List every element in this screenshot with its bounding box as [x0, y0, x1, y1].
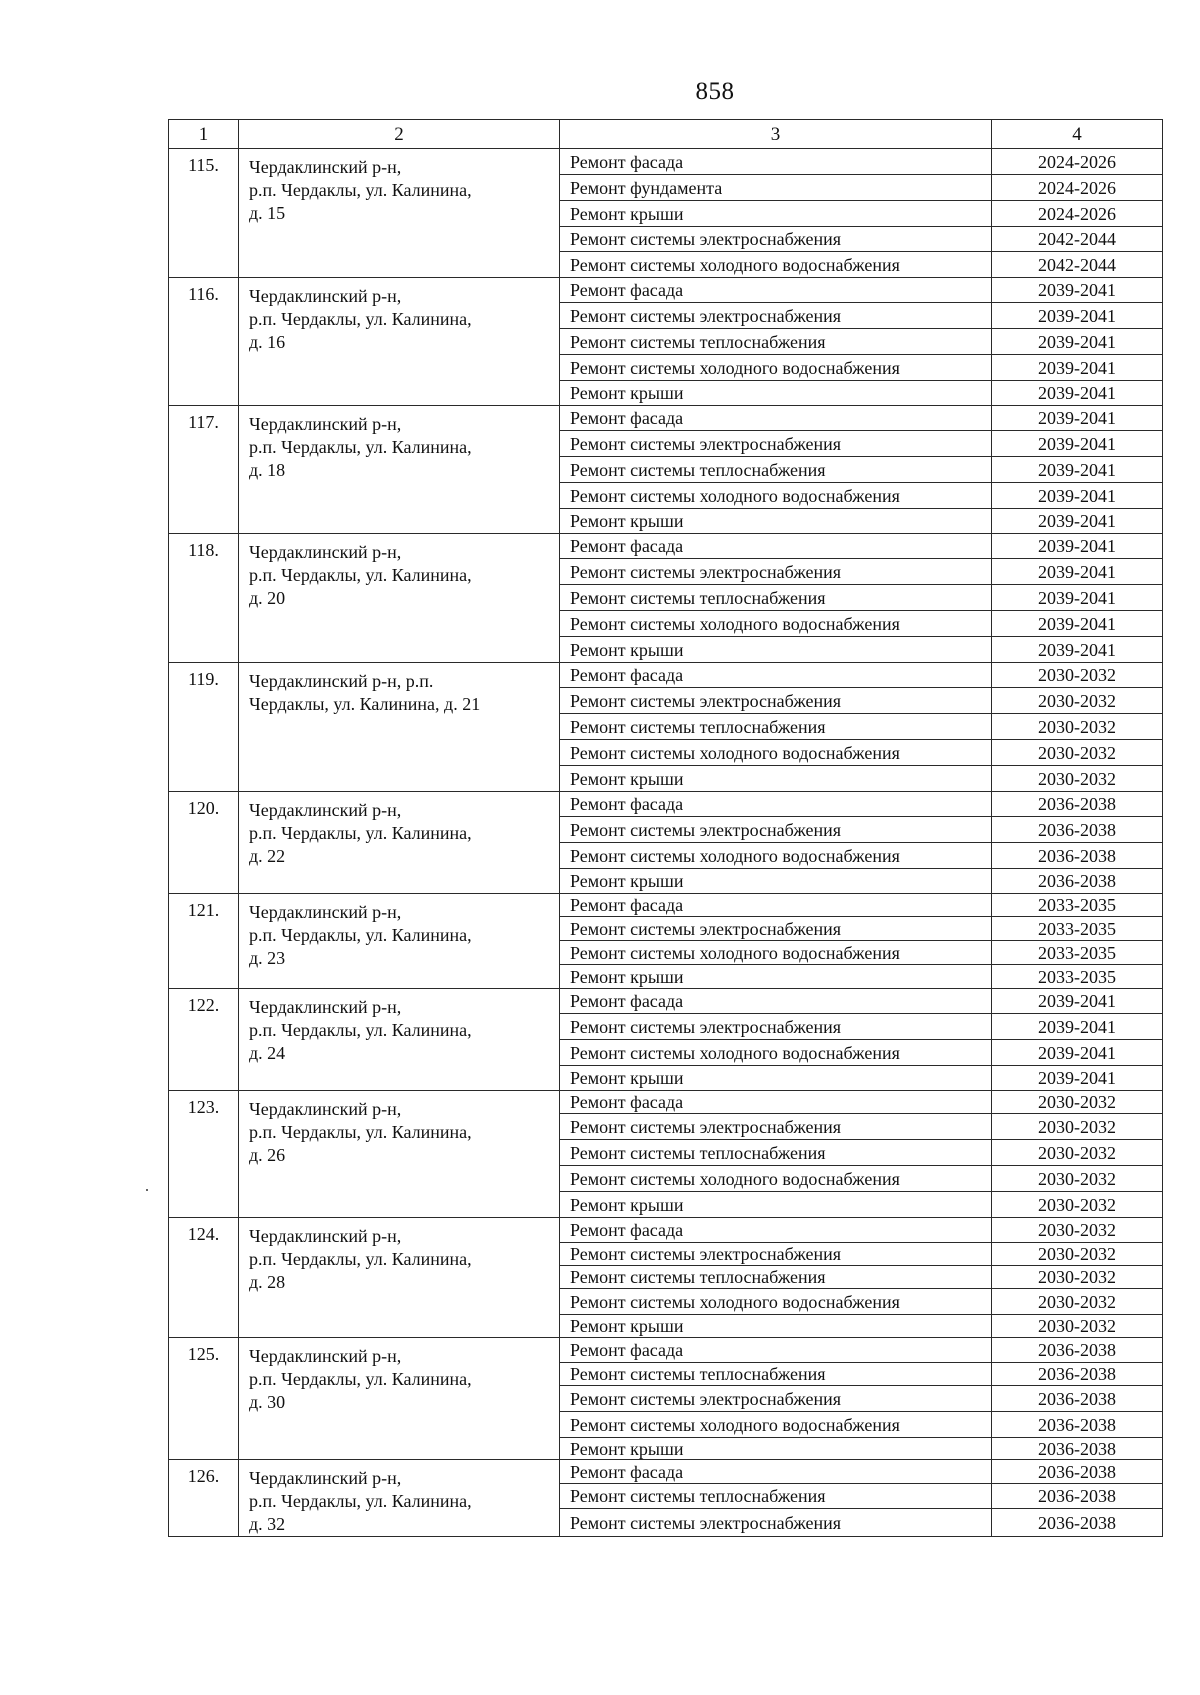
period-cell: 2030-2032	[992, 1266, 1163, 1289]
period-cell: 2024-2026	[992, 201, 1163, 227]
period-cell: 2039-2041	[992, 534, 1163, 559]
period-cell: 2030-2032	[992, 740, 1163, 766]
column-number-2: 2	[239, 120, 560, 149]
address-line: р.п. Чердаклы, ул. Калинина,	[249, 309, 472, 329]
work-type-cell: Ремонт системы электроснабжения	[560, 431, 992, 457]
period-cell: 2039-2041	[992, 989, 1163, 1014]
period-cell: 2036-2038	[992, 1509, 1163, 1537]
work-type-cell: Ремонт системы теплоснабжения	[560, 1363, 992, 1386]
address-line: Чердаклинский р-н,	[249, 1226, 402, 1246]
period-cell: 2039-2041	[992, 483, 1163, 509]
work-type-cell: Ремонт системы холодного водоснабжения	[560, 843, 992, 869]
work-type-cell: Ремонт фасада	[560, 663, 992, 688]
period-cell: 2030-2032	[992, 1166, 1163, 1192]
address-line: Чердаклинский р-н,	[249, 157, 402, 177]
column-number-3: 3	[560, 120, 992, 149]
work-type-cell: Ремонт крыши	[560, 1192, 992, 1218]
period-cell: 2036-2038	[992, 1386, 1163, 1412]
address-line: Чердаклинский р-н,	[249, 1346, 402, 1366]
work-type-cell: Ремонт фасада	[560, 1338, 992, 1363]
address-line: д. 22	[249, 846, 286, 866]
period-cell: 2036-2038	[992, 869, 1163, 894]
address-line: Чердаклинский р-н,	[249, 1468, 402, 1488]
work-type-cell: Ремонт системы электроснабжения	[560, 817, 992, 843]
page-number: 858	[695, 78, 735, 105]
period-cell: 2036-2038	[992, 843, 1163, 869]
work-type-cell: Ремонт фасада	[560, 792, 992, 817]
address-line: д. 18	[249, 460, 286, 480]
table-row	[169, 663, 1163, 688]
period-cell: 2036-2038	[992, 1438, 1163, 1460]
table-row	[169, 1218, 1163, 1243]
period-cell: 2030-2032	[992, 714, 1163, 740]
work-type-cell: Ремонт крыши	[560, 509, 992, 534]
period-cell: 2030-2032	[992, 1091, 1163, 1114]
table-row	[169, 406, 1163, 431]
work-type-cell: Ремонт крыши	[560, 201, 992, 227]
period-cell: 2039-2041	[992, 406, 1163, 431]
period-cell: 2033-2035	[992, 941, 1163, 965]
work-type-cell: Ремонт крыши	[560, 381, 992, 406]
work-type-cell: Ремонт системы холодного водоснабжения	[560, 941, 992, 965]
address-line: р.п. Чердаклы, ул. Калинина,	[249, 1369, 472, 1389]
address-cell	[239, 278, 560, 406]
period-cell: 2036-2038	[992, 1338, 1163, 1363]
work-type-cell: Ремонт системы теплоснабжения	[560, 329, 992, 355]
period-cell: 2033-2035	[992, 917, 1163, 941]
address-line: р.п. Чердаклы, ул. Калинина,	[249, 180, 472, 200]
address-line: Чердаклинский р-н,	[249, 414, 402, 434]
address-line: р.п. Чердаклы, ул. Калинина,	[249, 925, 472, 945]
work-type-cell: Ремонт системы холодного водоснабжения	[560, 740, 992, 766]
period-cell: 2039-2041	[992, 585, 1163, 611]
table-row	[169, 278, 1163, 303]
item-number-cell: 125.	[169, 1338, 239, 1460]
period-cell: 2036-2038	[992, 792, 1163, 817]
work-type-cell: Ремонт системы холодного водоснабжения	[560, 1289, 992, 1315]
address-line: р.п. Чердаклы, ул. Калинина,	[249, 1491, 472, 1511]
address-cell	[239, 989, 560, 1091]
table-row	[169, 894, 1163, 917]
item-number-cell: 118.	[169, 534, 239, 663]
address-line: Чердаклинский р-н,	[249, 286, 402, 306]
work-type-cell: Ремонт системы теплоснабжения	[560, 1484, 992, 1509]
address-line: д. 32	[249, 1514, 286, 1534]
period-cell: 2030-2032	[992, 1289, 1163, 1315]
address-line: р.п. Чердаклы, ул. Калинина,	[249, 823, 472, 843]
period-cell: 2036-2038	[992, 1363, 1163, 1386]
work-type-cell: Ремонт системы холодного водоснабжения	[560, 611, 992, 637]
address-line: д. 16	[249, 332, 286, 352]
period-cell: 2039-2041	[992, 1040, 1163, 1066]
address-line: д. 24	[249, 1043, 286, 1063]
work-type-cell: Ремонт системы электроснабжения	[560, 303, 992, 329]
work-type-cell: Ремонт крыши	[560, 1438, 992, 1460]
work-type-cell: Ремонт системы холодного водоснабжения	[560, 355, 992, 381]
period-cell: 2039-2041	[992, 431, 1163, 457]
work-type-cell: Ремонт системы электроснабжения	[560, 559, 992, 585]
item-number-cell: 120.	[169, 792, 239, 894]
period-cell: 2030-2032	[992, 1218, 1163, 1243]
work-type-cell: Ремонт фасада	[560, 989, 992, 1014]
item-number-cell: 126.	[169, 1460, 239, 1537]
address-line: Чердаклинский р-н, р.п.	[249, 671, 434, 691]
address-line: Чердаклинский р-н,	[249, 542, 402, 562]
table-row	[169, 149, 1163, 175]
period-cell: 2030-2032	[992, 1315, 1163, 1338]
item-number-cell: 124.	[169, 1218, 239, 1338]
period-cell: 2030-2032	[992, 663, 1163, 688]
column-number-1: 1	[169, 120, 239, 149]
period-cell: 2024-2026	[992, 175, 1163, 201]
work-type-cell: Ремонт фасада	[560, 1218, 992, 1243]
work-type-cell: Ремонт фасада	[560, 1091, 992, 1114]
period-cell: 2039-2041	[992, 559, 1163, 585]
period-cell: 2033-2035	[992, 965, 1163, 989]
period-cell: 2036-2038	[992, 1460, 1163, 1484]
table-row	[169, 1460, 1163, 1484]
work-type-cell: Ремонт системы электроснабжения	[560, 688, 992, 714]
period-cell: 2039-2041	[992, 1014, 1163, 1040]
period-cell: 2036-2038	[992, 1484, 1163, 1509]
period-cell: 2042-2044	[992, 252, 1163, 278]
period-cell: 2039-2041	[992, 457, 1163, 483]
address-line: д. 28	[249, 1272, 286, 1292]
work-type-cell: Ремонт фасада	[560, 534, 992, 559]
work-type-cell: Ремонт системы электроснабжения	[560, 1509, 992, 1537]
address-line: р.п. Чердаклы, ул. Калинина,	[249, 1122, 472, 1142]
address-line: р.п. Чердаклы, ул. Калинина,	[249, 1020, 472, 1040]
period-cell: 2039-2041	[992, 355, 1163, 381]
period-cell: 2024-2026	[992, 149, 1163, 175]
period-cell: 2033-2035	[992, 894, 1163, 917]
address-line: р.п. Чердаклы, ул. Калинина,	[249, 1249, 472, 1269]
period-cell: 2030-2032	[992, 1243, 1163, 1266]
period-cell: 2039-2041	[992, 1066, 1163, 1091]
address-line: р.п. Чердаклы, ул. Калинина,	[249, 437, 472, 457]
period-cell: 2039-2041	[992, 381, 1163, 406]
work-type-cell: Ремонт системы холодного водоснабжения	[560, 252, 992, 278]
period-cell: 2039-2041	[992, 611, 1163, 637]
item-number-cell: 115.	[169, 149, 239, 278]
address-line: Чердаклинский р-н,	[249, 902, 402, 922]
work-type-cell: Ремонт системы электроснабжения	[560, 227, 992, 252]
period-cell: 2030-2032	[992, 1114, 1163, 1140]
work-type-cell: Ремонт крыши	[560, 1315, 992, 1338]
item-number-cell: 119.	[169, 663, 239, 792]
address-line: Чердаклинский р-н,	[249, 800, 402, 820]
work-type-cell: Ремонт системы электроснабжения	[560, 1386, 992, 1412]
address-line: д. 23	[249, 948, 286, 968]
column-number-4: 4	[992, 120, 1163, 149]
work-type-cell: Ремонт системы теплоснабжения	[560, 714, 992, 740]
address-line: Чердаклинский р-н,	[249, 997, 402, 1017]
address-cell	[239, 1218, 560, 1338]
work-type-cell: Ремонт фасада	[560, 406, 992, 431]
table-row	[169, 1338, 1163, 1363]
period-cell: 2039-2041	[992, 329, 1163, 355]
item-number-cell: 122.	[169, 989, 239, 1091]
address-cell	[239, 894, 560, 989]
item-number-cell: 123.	[169, 1091, 239, 1218]
address-line: р.п. Чердаклы, ул. Калинина,	[249, 565, 472, 585]
work-type-cell: Ремонт крыши	[560, 1066, 992, 1091]
address-cell	[239, 663, 560, 792]
work-type-cell: Ремонт крыши	[560, 965, 992, 989]
table-row	[169, 1091, 1163, 1114]
work-type-cell: Ремонт системы холодного водоснабжения	[560, 483, 992, 509]
item-number-cell: 117.	[169, 406, 239, 534]
work-type-cell: Ремонт системы холодного водоснабжения	[560, 1412, 992, 1438]
repair-schedule-table	[168, 119, 1163, 1537]
period-cell: 2039-2041	[992, 637, 1163, 663]
period-cell: 2036-2038	[992, 1412, 1163, 1438]
address-line: д. 30	[249, 1392, 286, 1412]
period-cell: 2042-2044	[992, 227, 1163, 252]
work-type-cell: Ремонт фасада	[560, 278, 992, 303]
period-cell: 2036-2038	[992, 817, 1163, 843]
work-type-cell: Ремонт системы теплоснабжения	[560, 1140, 992, 1166]
address-line: Чердаклы, ул. Калинина, д. 21	[249, 694, 481, 714]
scan-speck	[146, 1189, 148, 1191]
work-type-cell: Ремонт системы теплоснабжения	[560, 457, 992, 483]
address-cell	[239, 1338, 560, 1460]
work-type-cell: Ремонт системы электроснабжения	[560, 917, 992, 941]
work-type-cell: Ремонт системы электроснабжения	[560, 1243, 992, 1266]
address-line: Чердаклинский р-н,	[249, 1099, 402, 1119]
address-cell	[239, 1460, 560, 1537]
table-body	[169, 149, 1163, 1537]
period-cell: 2030-2032	[992, 688, 1163, 714]
period-cell: 2030-2032	[992, 1140, 1163, 1166]
address-cell	[239, 149, 560, 278]
column-number-header-row	[169, 120, 1163, 149]
work-type-cell: Ремонт системы теплоснабжения	[560, 585, 992, 611]
address-line: д. 20	[249, 588, 286, 608]
period-cell: 2039-2041	[992, 303, 1163, 329]
work-type-cell: Ремонт системы электроснабжения	[560, 1014, 992, 1040]
item-number-cell: 121.	[169, 894, 239, 989]
address-cell	[239, 792, 560, 894]
work-type-cell: Ремонт крыши	[560, 637, 992, 663]
period-cell: 2030-2032	[992, 1192, 1163, 1218]
work-type-cell: Ремонт фасада	[560, 149, 992, 175]
work-type-cell: Ремонт системы холодного водоснабжения	[560, 1166, 992, 1192]
address-cell	[239, 406, 560, 534]
work-type-cell: Ремонт фасада	[560, 1460, 992, 1484]
table-row	[169, 792, 1163, 817]
address-cell	[239, 1091, 560, 1218]
address-cell	[239, 534, 560, 663]
address-line: д. 26	[249, 1145, 286, 1165]
period-cell: 2039-2041	[992, 278, 1163, 303]
table-row	[169, 989, 1163, 1014]
table-row	[169, 534, 1163, 559]
item-number-cell: 116.	[169, 278, 239, 406]
period-cell: 2039-2041	[992, 509, 1163, 534]
work-type-cell: Ремонт системы холодного водоснабжения	[560, 1040, 992, 1066]
address-line: д. 15	[249, 203, 286, 223]
period-cell: 2030-2032	[992, 766, 1163, 792]
work-type-cell: Ремонт фундамента	[560, 175, 992, 201]
work-type-cell: Ремонт крыши	[560, 766, 992, 792]
work-type-cell: Ремонт системы теплоснабжения	[560, 1266, 992, 1289]
work-type-cell: Ремонт крыши	[560, 869, 992, 894]
work-type-cell: Ремонт системы электроснабжения	[560, 1114, 992, 1140]
work-type-cell: Ремонт фасада	[560, 894, 992, 917]
